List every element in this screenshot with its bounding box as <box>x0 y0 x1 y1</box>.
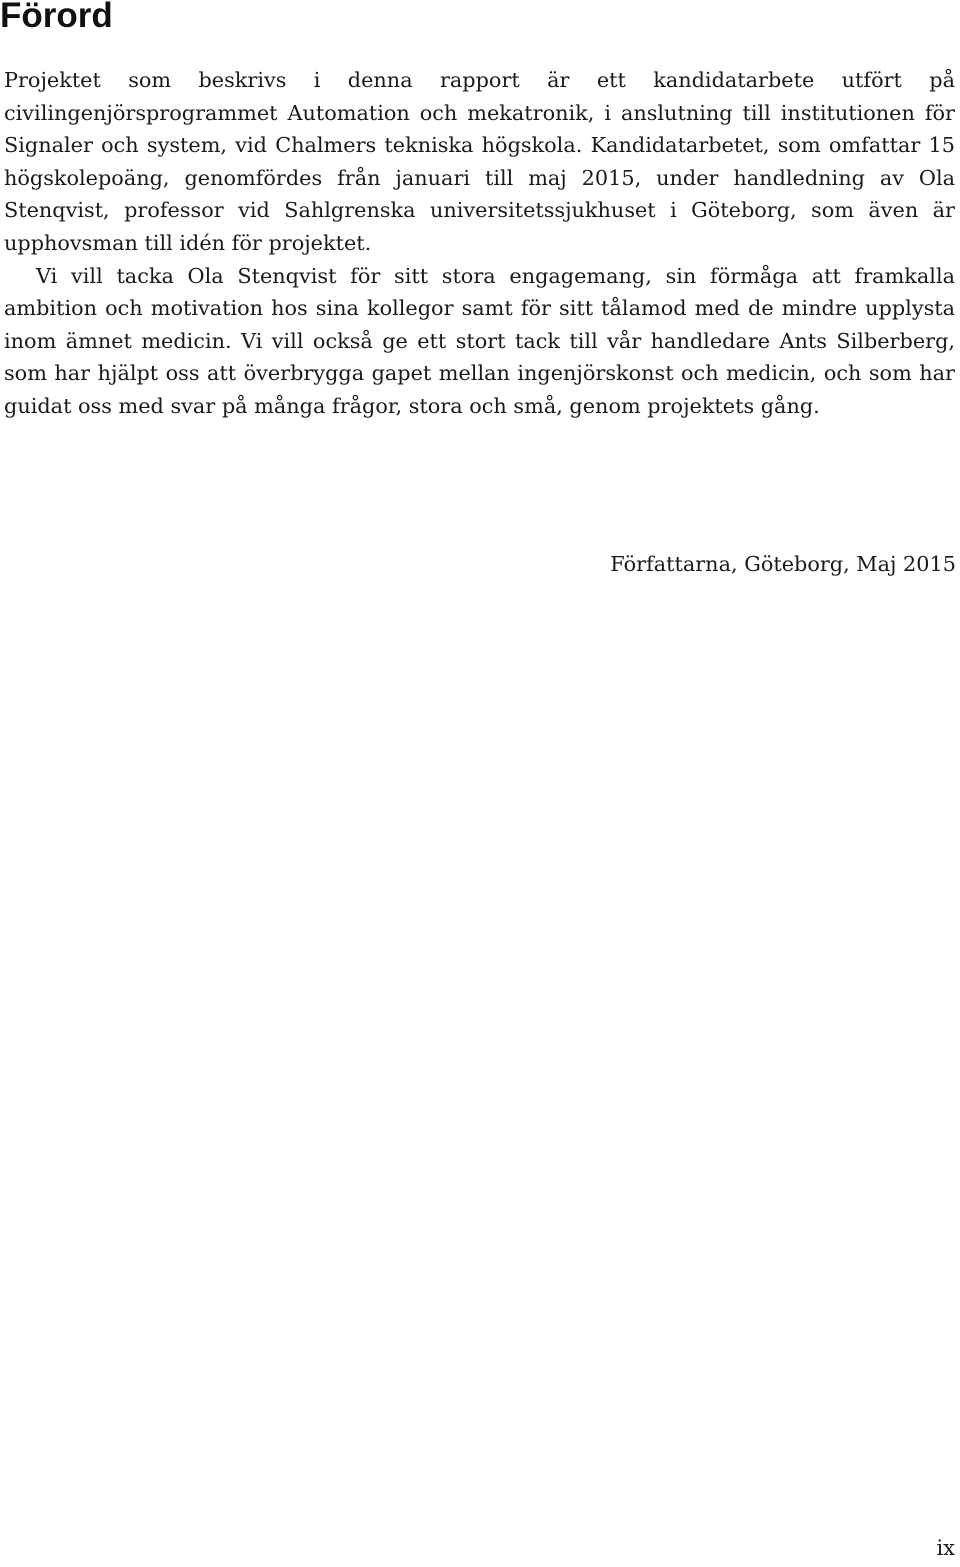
page-number: ix <box>936 1536 955 1560</box>
preface-paragraph-thanks: Vi vill tacka Ola Stenqvist för sitt stora engagemang, sin förmåga att framkalla ambition och motivation hos sina kollegor samt för sitt tålamod med de mindre upplysta inom ämnet medicin. Vi vill också ge ett stort tack till vår handledare Ants Silberberg, som har hjälpt oss att överbrygga gapet mellan ingenjörskonst och medicin, och som har guidat oss med svar på många frågor, stora och små, genom projektets gång. <box>4 263 955 418</box>
signature: Författarna, Göteborg, Maj 2015 <box>610 552 956 576</box>
preface-paragraph-project: Projektet som beskrivs i denna rapport är ett kandidatarbete utfört på civilingenjörsprogrammet Automation och mekatronik, i anslutning till institutionen för Signaler och system, vid Chalmers tekniska högskola. Kandidatarbetet, som omfattar 15 högskolepoäng, genomfördes från januari till maj 2015, under handledning av Ola Stenqvist, professor vid Sahlgrenska universitetssjukhuset i Göteborg, som även är upphovsman till idén för projektet. <box>4 68 955 255</box>
preface-body <box>4 64 955 423</box>
page-title: Förord <box>0 0 113 35</box>
